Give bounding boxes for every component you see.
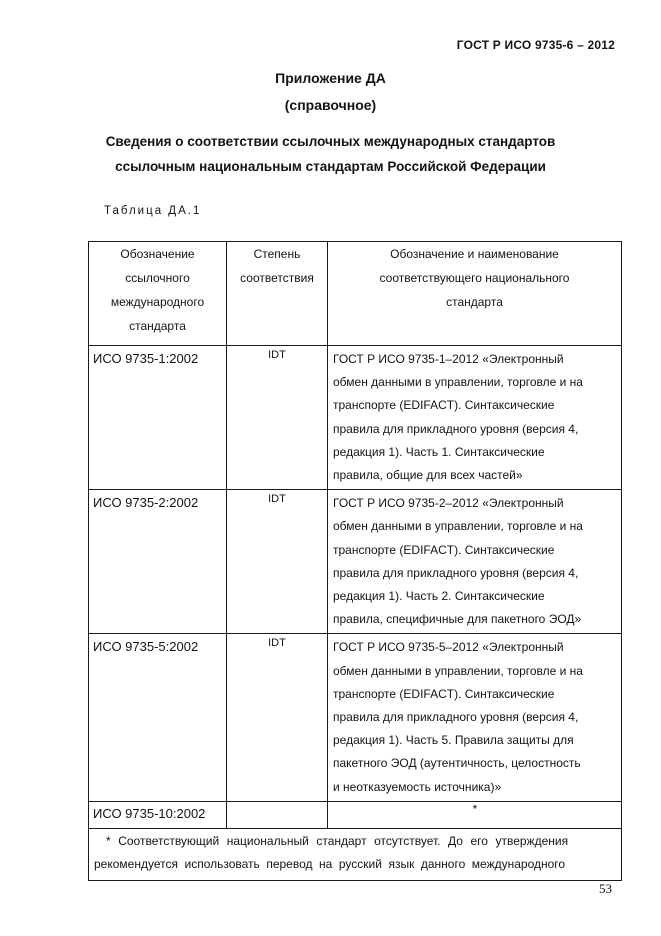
reference-cell: ИСО 9735-2:2002 <box>89 490 227 634</box>
reference-cell: ИСО 9735-5:2002 <box>89 634 227 801</box>
reference-cell: ИСО 9735-10:2002 <box>89 801 227 828</box>
table-row <box>89 490 622 634</box>
national-standard-cell: ГОСТ Р ИСО 9735-2–2012 «Электронный обмен данными в управлении, торговле и на транспорте (EDIFACT). Синтаксические правила для прикладного уровня (версия 4, редакция 1). Часть 2. Синтаксические правила, специфичные для пакетного ЭОД» <box>328 490 622 634</box>
national-standard-cell: ГОСТ Р ИСО 9735-1–2012 «Электронный обмен данными в управлении, торговле и на транспорте (EDIFACT). Синтаксические правила для прикладного уровня (версия 4, редакция 1). Часть 1. Синтаксические правила, общие для всех частей» <box>328 346 622 490</box>
appendix-title: Приложение ДА <box>275 70 386 86</box>
footnote-row <box>89 828 622 880</box>
section-heading-line-1: Сведения о соответствии ссылочных международных стандартов <box>105 134 556 149</box>
col-header-national: Обозначение и наименование соответствующего национального стандарта <box>328 242 622 346</box>
col-header-reference: Обозначение ссылочного международного стандарта <box>89 242 227 346</box>
table-caption: Таблица ДА.1 <box>104 205 202 217</box>
degree-cell: IDT <box>227 490 328 634</box>
table-row <box>89 346 622 490</box>
section-heading-line-2: ссылочным национальным стандартам Российской Федерации <box>115 159 546 174</box>
table-header-row <box>89 242 622 346</box>
table-footnote: * Соответствующий национальный стандарт отсутствует. До его утверждения рекомендуется использовать перевод на русский язык данного международного <box>89 828 622 880</box>
national-standard-cell: * <box>328 801 622 828</box>
col-header-degree: Степень соответствия <box>227 242 328 346</box>
reference-cell: ИСО 9735-1:2002 <box>89 346 227 490</box>
table-row <box>89 634 622 801</box>
degree-cell <box>227 801 328 828</box>
national-standard-cell: ГОСТ Р ИСО 9735-5–2012 «Электронный обмен данными в управлении, торговле и на транспорте (EDIFACT). Синтаксические правила для прикладного уровня (версия 4, редакция 1). Часть 5. Правила защиты для пакетного ЭОД (аутентичность, целостность и неотказуемость источника)» <box>328 634 622 801</box>
standards-table <box>88 241 622 881</box>
table-row <box>89 801 622 828</box>
document-header: ГОСТ Р ИСО 9735-6 – 2012 <box>456 38 615 52</box>
page-number: 53 <box>599 881 612 896</box>
degree-cell: IDT <box>227 346 328 490</box>
appendix-subtitle: (справочное) <box>284 97 377 113</box>
degree-cell: IDT <box>227 634 328 801</box>
